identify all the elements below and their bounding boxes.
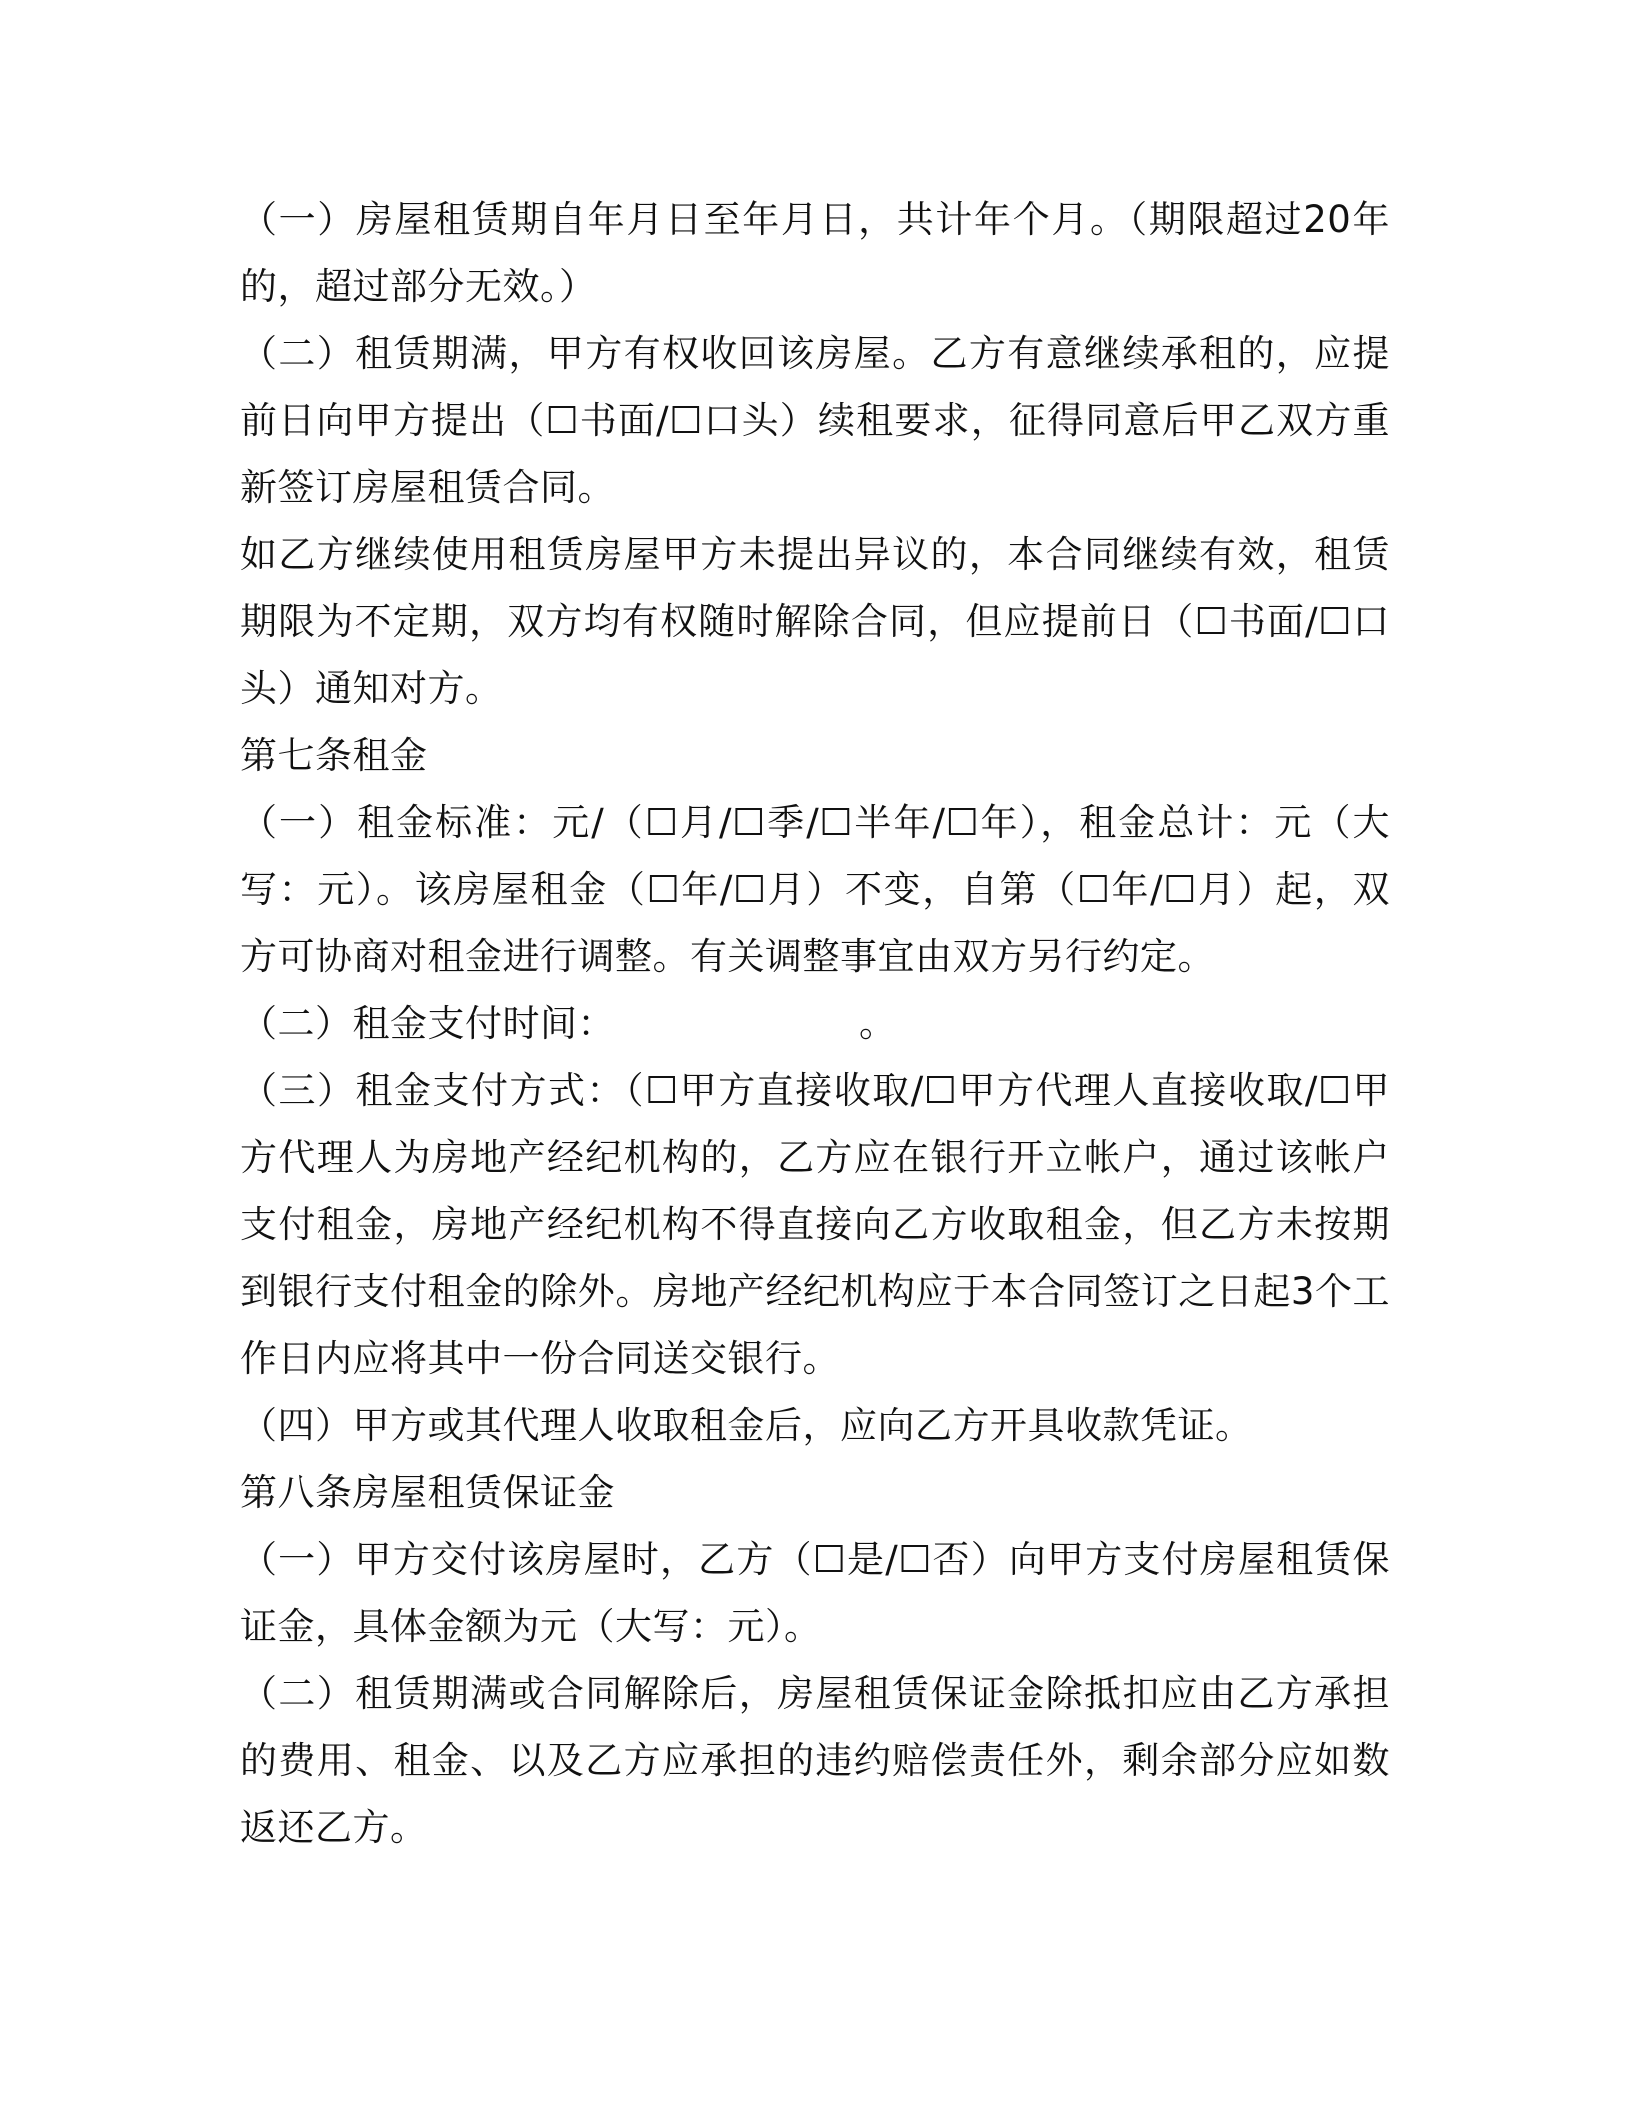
clause-rent-payment-time: （二）租金支付时间： 。 — [240, 1002, 897, 1045]
clause-rent-payment-method: （三）租金支付方式：（☐甲方直接收取/☐甲方代理人直接收取/☐甲方代理人为房地产经纪机构的，乙方应在银行开立帐户，通过该帐户支付租金，房地产经纪机构不得直接向乙方收取租金，但乙方未按期到银行支付租金的除外。房地产经纪机构应于本合同签订之日起3个工作日内应将其中一份合同送交银行。 — [240, 1069, 1390, 1380]
article-8-heading: 第八条房屋租赁保证金 — [240, 1471, 615, 1514]
clause-deposit-amount: （一）甲方交付该房屋时，乙方（☐是/☐否）向甲方支付房屋租赁保证金，具体金额为元（大写：元）。 — [240, 1538, 1390, 1648]
clause-lease-term: （一）房屋租赁期自年月日至年月日，共计年个月。（期限超过20年的，超过部分无效。） — [240, 198, 1390, 308]
clause-rent-receipt: （四）甲方或其代理人收取租金后，应向乙方开具收款凭证。 — [240, 1404, 1253, 1447]
clause-indefinite-term: 如乙方继续使用租赁房屋甲方未提出异议的，本合同继续有效，租赁期限为不定期，双方均有权随时解除合同，但应提前日（☐书面/☐口头）通知对方。 — [240, 533, 1390, 710]
clause-lease-renewal: （二）租赁期满，甲方有权收回该房屋。乙方有意继续承租的，应提前日向甲方提出（☐书面/☐口头）续租要求，征得同意后甲乙双方重新签订房屋租赁合同。 — [240, 332, 1390, 509]
clause-rent-standard: （一）租金标准：元/（☐月/☐季/☐半年/☐年），租金总计：元（大写：元）。该房屋租金（☐年/☐月）不变，自第（☐年/☐月）起，双方可协商对租金进行调整。有关调整事宜由双方另行约定。 — [240, 801, 1390, 978]
document-body — [240, 186, 1390, 1861]
article-7-heading: 第七条租金 — [240, 734, 428, 777]
clause-deposit-return: （二）租赁期满或合同解除后，房屋租赁保证金除抵扣应由乙方承担的费用、租金、以及乙方应承担的违约赔偿责任外，剩余部分应如数返还乙方。 — [240, 1672, 1390, 1849]
